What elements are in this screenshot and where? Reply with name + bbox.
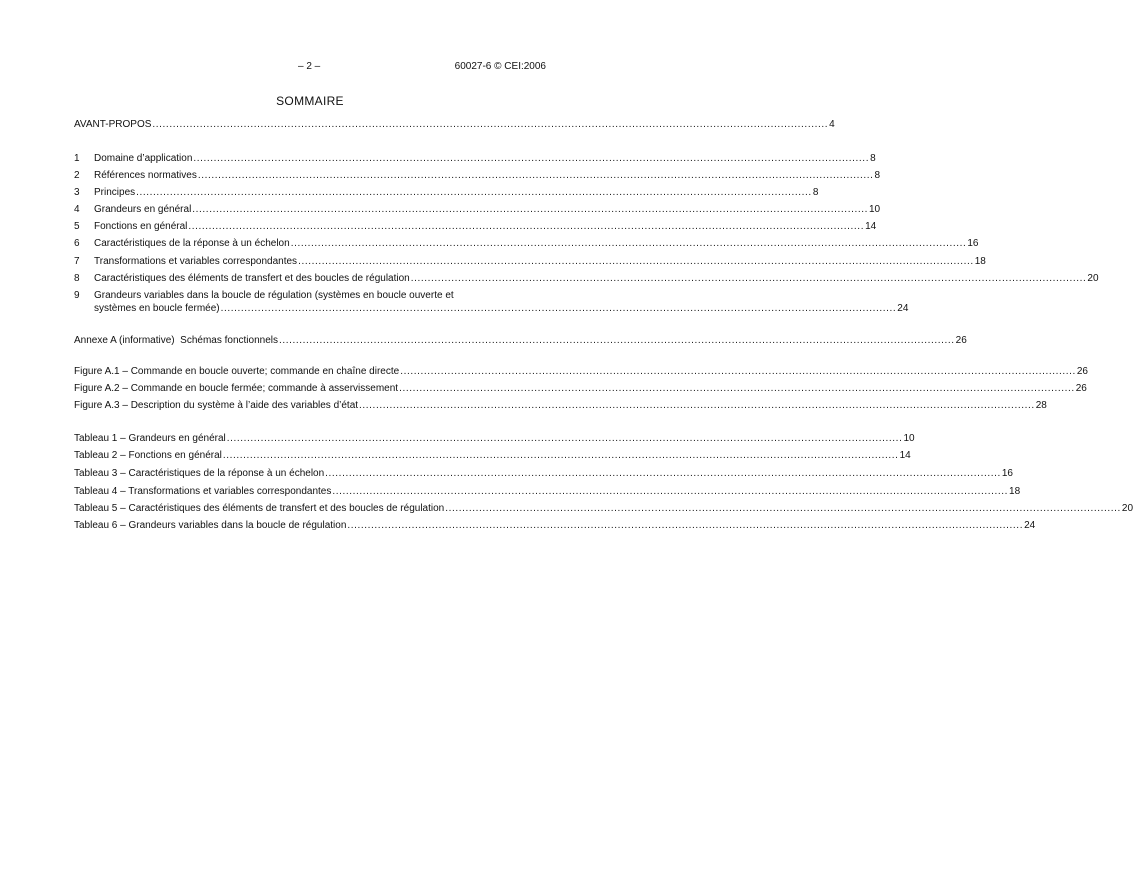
dot-leader: ........................................................................................................................................................................................................ (400, 366, 1076, 377)
toc-entry-clause-5[interactable] (74, 221, 877, 233)
dot-leader: ........................................................................................................................................................................................................ (290, 238, 967, 249)
toc-entry-page: 28 (1035, 400, 1047, 411)
toc-entry-text: Transformations et variables correspondantes (94, 256, 298, 267)
toc-entry-page: 4 (829, 119, 835, 130)
clause-number: 8 (74, 273, 80, 284)
toc-entry-text-continued: systèmes en boucle fermée) (94, 303, 220, 314)
toc-entry-text: Annexe A (informative) Schémas fonctionnels (74, 335, 278, 346)
clause-number: 6 (74, 238, 80, 249)
toc-entry-table-5[interactable] (74, 503, 1133, 515)
toc-entry-page: 8 (874, 170, 881, 181)
toc-entry-clause-4[interactable] (74, 204, 881, 216)
dot-leader: ........................................................................................................................................................................................................ (332, 486, 1009, 497)
dot-leader: ........................................................................................................................................................................................................ (193, 153, 870, 164)
dot-leader: ........................................................................................................................................................................................................ (192, 204, 868, 215)
toc-entry-clause-1[interactable] (74, 153, 876, 165)
toc-entry-clause-8[interactable] (74, 273, 1099, 285)
toc-entry-page: 20 (1087, 273, 1099, 284)
toc-entry-text: Figure A.2 – Commande en boucle fermée; commande à asservissement (74, 383, 399, 394)
toc-entry-text: Grandeurs en général (94, 204, 192, 215)
toc-entry-page: 26 (955, 335, 967, 346)
toc-entry-table-4[interactable] (74, 486, 1021, 498)
clause-number: 4 (74, 204, 80, 215)
toc-entry-clause-2[interactable] (74, 170, 881, 182)
toc-entry-clause-9[interactable] (74, 290, 909, 316)
toc-entry-figure-a1[interactable] (74, 366, 1088, 378)
toc-title: SOMMAIRE (276, 94, 344, 108)
toc-entry-page: 24 (1024, 520, 1036, 531)
toc-entry-page: 16 (1001, 468, 1013, 479)
dot-leader: ........................................................................................................................................................................................................ (197, 170, 874, 181)
dot-leader: ........................................................................................................................................................................................................ (279, 335, 955, 346)
toc-entry-text: Tableau 3 – Caractéristiques de la réponse à un échelon (74, 468, 325, 479)
toc-entry-text: Grandeurs variables dans la boucle de régulation (systèmes en boucle ouverte et (94, 290, 454, 301)
toc-entry-page: 26 (1076, 366, 1088, 377)
dot-leader: ........................................................................................................................................................................................................ (136, 187, 812, 198)
toc-entry-figure-a2[interactable] (74, 383, 1087, 395)
toc-entry-page: 16 (967, 238, 979, 249)
dot-leader: ........................................................................................................................................................................................................ (410, 273, 1087, 284)
toc-entry-page: 10 (868, 204, 881, 215)
page-number: – 2 – (298, 61, 321, 72)
toc-entry-page: 8 (870, 153, 876, 164)
toc-entry-figure-a3[interactable] (74, 400, 1047, 412)
toc-entry-text: Tableau 5 – Caractéristiques des éléments de transfert et des boucles de régulation (74, 503, 445, 514)
dot-leader: ........................................................................................................................................................................................................ (347, 520, 1024, 531)
dot-leader: ........................................................................................................................................................................................................ (220, 303, 897, 314)
toc-entry-text: AVANT-PROPOS (74, 119, 152, 130)
dot-leader: ........................................................................................................................................................................................................ (188, 221, 865, 232)
toc-entry-text: Tableau 1 – Grandeurs en général (74, 433, 226, 444)
toc-entry-text: Tableau 4 – Transformations et variables correspondantes (74, 486, 332, 497)
toc-entry-annex-a[interactable] (74, 335, 967, 347)
clause-number: 1 (74, 153, 80, 164)
toc-entry-page: 20 (1121, 503, 1133, 514)
toc-entry-page: 26 (1075, 383, 1087, 394)
toc-entry-clause-7[interactable] (74, 256, 986, 268)
toc-entry-table-6[interactable] (74, 520, 1036, 532)
clause-number: 5 (74, 221, 80, 232)
toc-entry-page: 18 (1009, 486, 1021, 497)
toc-entry-page: 8 (812, 187, 819, 198)
toc-entry-page: 14 (899, 450, 911, 461)
toc-entry-text: Domaine d’application (94, 153, 193, 164)
toc-entry-text: Références normatives (94, 170, 197, 181)
toc-entry-text: Figure A.1 – Commande en boucle ouverte; commande en chaîne directe (74, 366, 400, 377)
toc-entry-table-3[interactable] (74, 468, 1013, 480)
toc-entry-text: Caractéristiques des éléments de transfert et des boucles de régulation (94, 273, 410, 284)
dot-leader: ........................................................................................................................................................................................................ (445, 503, 1121, 514)
standard-reference: 60027-6 © CEI:2006 (454, 61, 546, 72)
toc-entry-page: 18 (974, 256, 986, 267)
toc-entry-text: Principes (94, 187, 136, 198)
toc-entry-text: Tableau 6 – Grandeurs variables dans la boucle de régulation (74, 520, 347, 531)
toc-entry-avant-propos[interactable] (74, 119, 835, 131)
dot-leader: ........................................................................................................................................................................................................ (325, 468, 1001, 479)
toc-entry-page: 10 (903, 433, 915, 444)
toc-entry-page: 24 (897, 303, 909, 314)
clause-number: 2 (74, 170, 80, 181)
toc-entry-text: Fonctions en général (94, 221, 188, 232)
toc-entry-text: Tableau 2 – Fonctions en général (74, 450, 222, 461)
dot-leader: ........................................................................................................................................................................................................ (298, 256, 974, 267)
dot-leader: ........................................................................................................................................................................................................ (359, 400, 1035, 411)
dot-leader: ........................................................................................................................................................................................................ (399, 383, 1075, 394)
dot-leader: ........................................................................................................................................................................................................ (152, 119, 829, 130)
clause-number: 7 (74, 256, 80, 267)
toc-entry-table-1[interactable] (74, 433, 915, 445)
toc-entry-clause-6[interactable] (74, 238, 979, 250)
clause-number: 3 (74, 187, 80, 198)
clause-number: 9 (74, 290, 80, 301)
dot-leader: ........................................................................................................................................................................................................ (226, 433, 903, 444)
toc-entry-clause-3[interactable] (74, 187, 819, 199)
toc-entry-text: Figure A.3 – Description du système à l’aide des variables d’état (74, 400, 359, 411)
toc-entry-text: Caractéristiques de la réponse à un échelon (94, 238, 290, 249)
toc-entry-page: 14 (865, 221, 877, 232)
toc-entry-table-2[interactable] (74, 450, 911, 462)
dot-leader: ........................................................................................................................................................................................................ (222, 450, 899, 461)
